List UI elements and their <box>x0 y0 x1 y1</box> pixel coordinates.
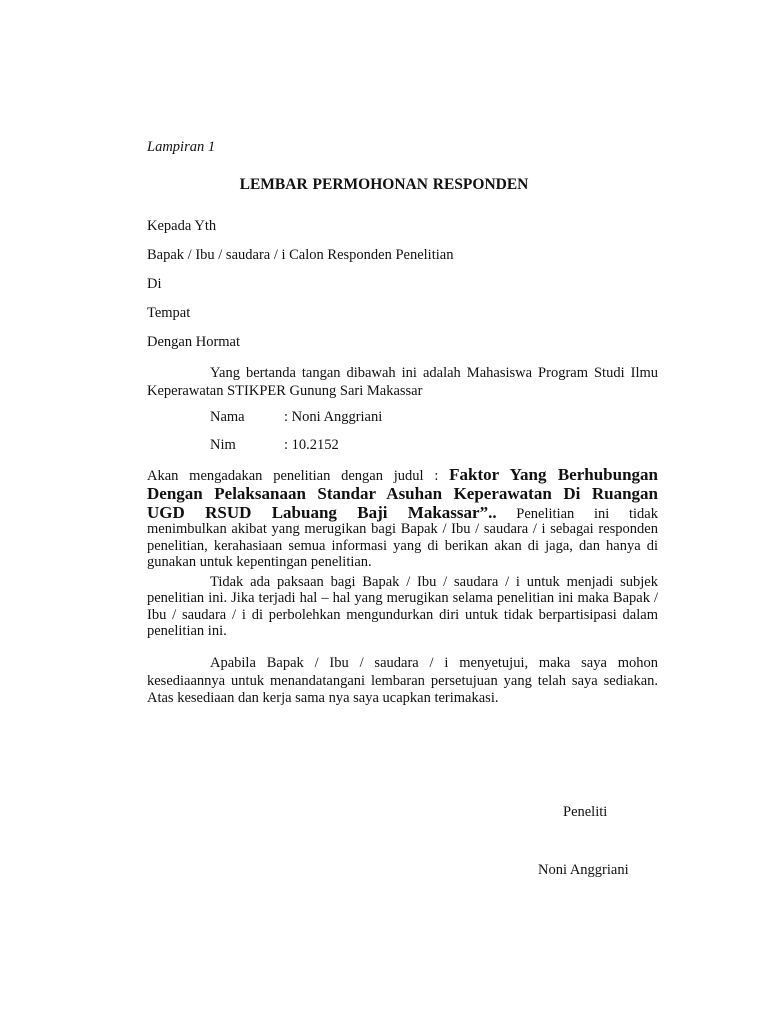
research-title-part-1: Faktor Yang Berhubungan <box>449 465 658 484</box>
intro-paragraph: Yang bertanda tangan dibawah ini adalah Mahasiswa Program Studi Ilmu Keperawatan STIKPER Gunung Sari Makassar <box>147 365 658 399</box>
research-paragraph <box>147 465 658 571</box>
research-title-part-2: Dengan Pelaksanaan Standar Asuhan Keperawatan Di Ruangan <box>147 484 658 503</box>
research-line-2 <box>147 484 658 503</box>
signature-name: Noni Anggriani <box>538 862 629 878</box>
recipient-line: Bapak / Ibu / saudara / i Calon Responden Penelitian <box>147 247 454 263</box>
research-after-title: Penelitian ini tidak <box>496 506 658 522</box>
research-line-1 <box>147 465 658 484</box>
name-label: Nama <box>210 409 245 425</box>
research-line-3 <box>147 503 658 521</box>
student-id-label: Nim <box>210 437 236 453</box>
addressee-line: Kepada Yth <box>147 218 217 234</box>
no-coercion-paragraph: Tidak ada paksaan bagi Bapak / Ibu / saudara / i untuk menjadi subjek penelitian ini. Jika terjadi hal – hal yang merugikan selama penelitian ini maka Bapak / Ibu / saudara / i di perbolehkan mengundurkan diri untuk tidak berpartisipasi dalam penelitian ini. <box>147 574 658 640</box>
research-title-part-3: UGD RSUD Labuang Baji Makassar”.. <box>147 503 497 522</box>
salutation: Dengan Hormat <box>147 334 241 350</box>
consent-paragraph: Apabila Bapak / Ibu / saudara / i menyetujui, maka saya mohon kesediaannya untuk menandatangani lembaran persetujuan yang telah saya sediakan. Atas kesediaan dan kerja sama nya saya ucapkan terimakasi. <box>147 655 658 706</box>
document-title: LEMBAR PERMOHONAN RESPONDEN <box>239 176 529 193</box>
location-line: Tempat <box>147 305 191 321</box>
name-value: : Noni Anggriani <box>284 409 383 425</box>
attachment-label: Lampiran 1 <box>147 139 216 155</box>
research-lead-text: Akan mengadakan penelitian dengan judul : <box>147 468 450 484</box>
student-id-value: : 10.2152 <box>284 437 339 453</box>
research-rest-text: menimbulkan akibat yang merugikan bagi Bapak / Ibu / saudara / i sebagai responden penelitian, kerahasiaan semua informasi yang di berikan akan di jaga, dan hanya di gunakan untuk kepentingan penelitian. <box>147 521 658 571</box>
researcher-label: Peneliti <box>563 804 608 820</box>
location-prefix: Di <box>147 276 162 292</box>
